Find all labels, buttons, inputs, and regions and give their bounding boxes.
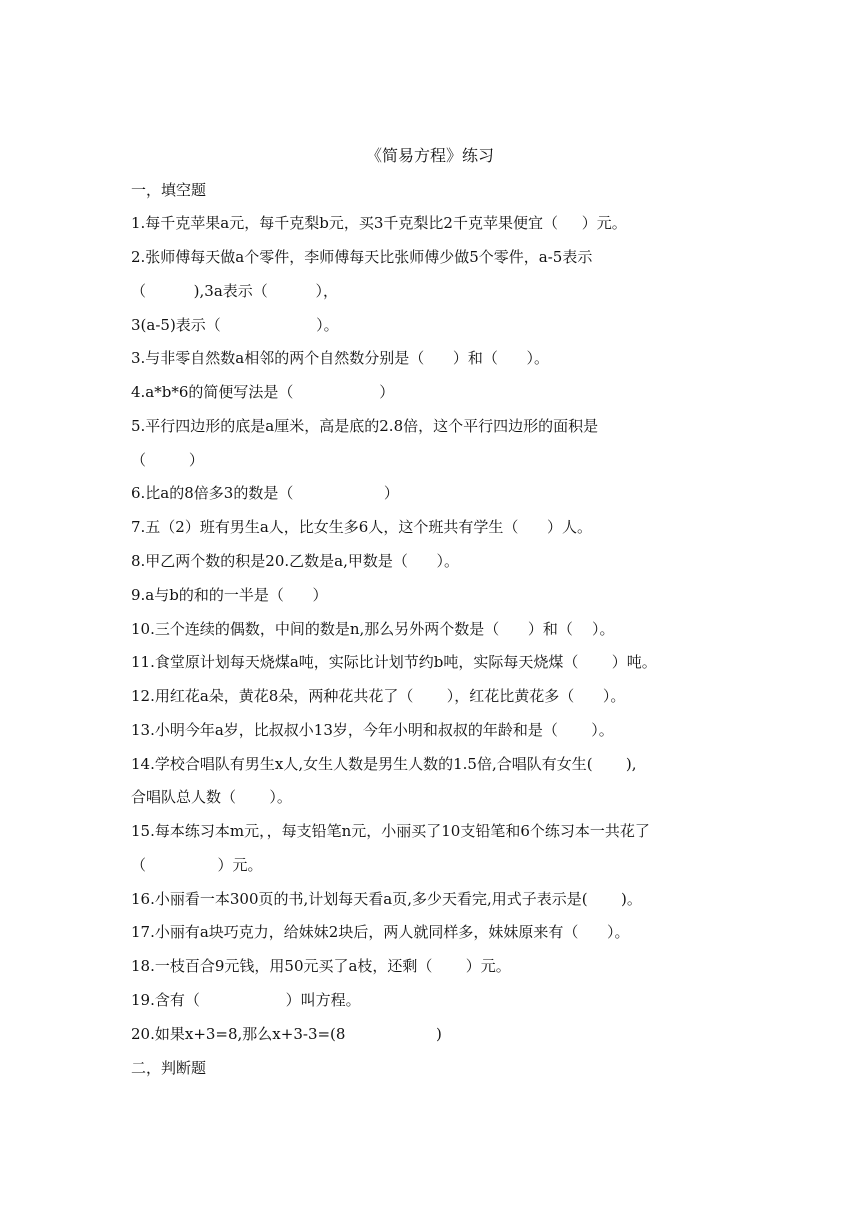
question-line: （ ),3a表示（ ）， bbox=[131, 282, 338, 300]
question-line: 6.比a的8倍多3的数是（ ） bbox=[131, 484, 399, 502]
question-line: 1.每千克苹果a元，每千克梨b元，买3千克梨比2千克苹果便宜（ ）元。 bbox=[131, 214, 627, 232]
question-line: 13.小明今年a岁，比叔叔小13岁，今年小明和叔叔的年龄和是（ ）。 bbox=[131, 721, 614, 739]
worksheet-title: 《简易方程》练习 bbox=[365, 146, 494, 165]
question-line: 19.含有（ ）叫方程。 bbox=[131, 991, 361, 1009]
question-line: 4.a*b*6的简便写法是（ ） bbox=[131, 383, 395, 401]
question-line: 16.小丽看一本300页的书,计划每天看a页,多少天看完,用式子表示是( )。 bbox=[131, 890, 642, 908]
question-line: 2.张师傅每天做a个零件，李师傅每天比张师傅少做5个零件，a-5表示 bbox=[131, 248, 593, 266]
question-line: 10.三个连续的偶数，中间的数是n,那么另外两个数是（ ）和（ ）。 bbox=[131, 620, 615, 638]
section-heading-true-false: 二，判断题 bbox=[131, 1059, 207, 1077]
question-line: 合唱队总人数（ ）。 bbox=[131, 788, 292, 806]
section-heading-fill-in: 一，填空题 bbox=[131, 181, 207, 199]
question-line: 18.一枝百合9元钱，用50元买了a枝，还剩（ ）元。 bbox=[131, 957, 511, 975]
question-line: 17.小丽有a块巧克力，给妹妹2块后，两人就同样多，妹妹原来有（ ）。 bbox=[131, 923, 630, 941]
question-line: 5.平行四边形的底是a厘米，高是底的2.8倍，这个平行四边形的面积是 bbox=[131, 417, 599, 435]
question-line: 3(a-5)表示（ ）。 bbox=[131, 316, 339, 334]
question-line: 3.与非零自然数a相邻的两个自然数分别是（ ）和（ ）。 bbox=[131, 349, 549, 367]
question-line: （ ）元。 bbox=[131, 856, 263, 874]
question-line: 7.五（2）班有男生a人，比女生多6人，这个班共有学生（ ）人。 bbox=[131, 518, 592, 536]
question-line: 20.如果x+3=8,那么x+3-3=(8 ) bbox=[131, 1025, 442, 1043]
question-line: 14.学校合唱队有男生x人,女生人数是男生人数的1.5倍,合唱队有女生( ), bbox=[131, 755, 637, 773]
question-line: （ ） bbox=[131, 451, 204, 469]
question-line: 11.食堂原计划每天烧煤a吨，实际比计划节约b吨，实际每天烧煤（ ）吨。 bbox=[131, 653, 657, 671]
question-line: 9.a与b的和的一半是（ ） bbox=[131, 586, 328, 604]
question-line: 8.甲乙两个数的积是20.乙数是a,甲数是（ ）。 bbox=[131, 552, 459, 570]
question-line: 15.每本练习本m元，，每支铅笔n元，小丽买了10支铅笔和6个练习本一共花了 bbox=[131, 822, 650, 840]
question-line: 12.用红花a朵，黄花8朵，两种花共花了（ ），红花比黄花多（ ）。 bbox=[131, 687, 626, 705]
